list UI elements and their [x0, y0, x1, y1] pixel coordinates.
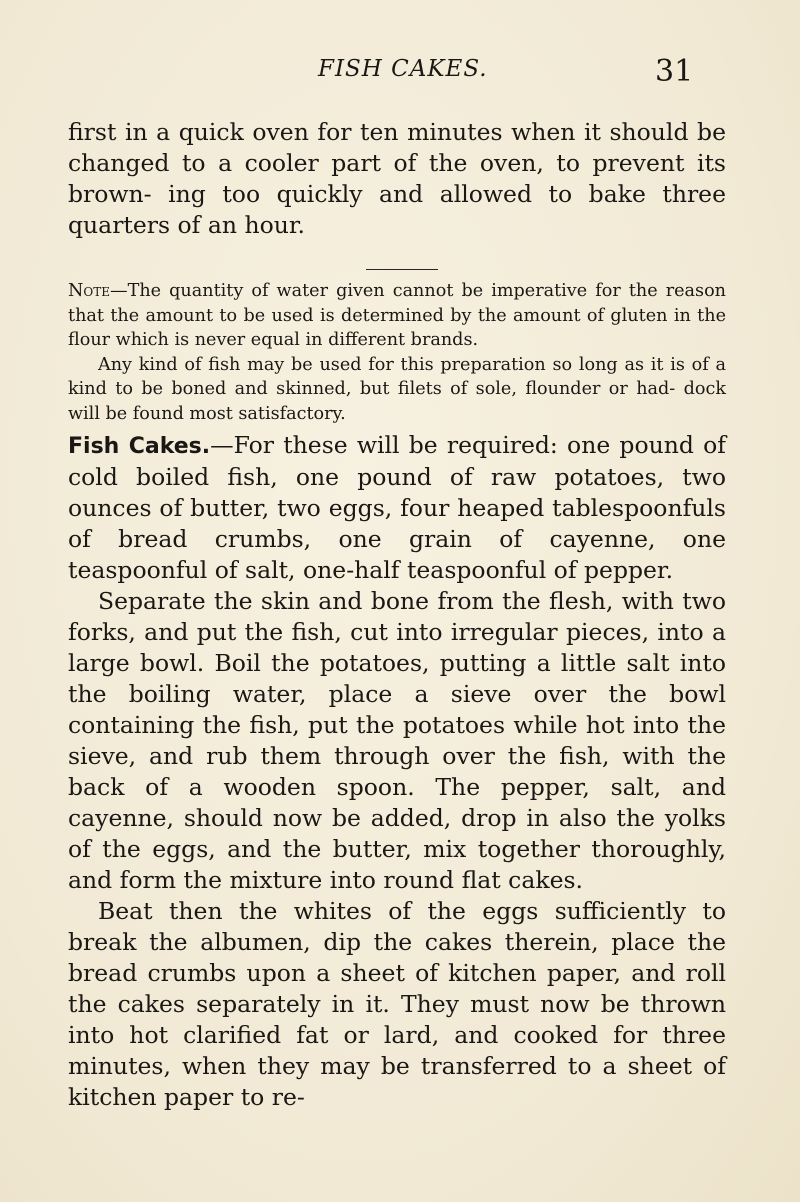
page-number: 31: [655, 54, 694, 89]
recipe-title: Fish Cakes.: [68, 434, 211, 459]
running-head: [0, 56, 800, 96]
recipe-finish-paragraph: Beat then the whites of the eggs sufficiently to break the albumen, dip the cakes therein, place the bread crumbs upon a sheet of kitchen paper, and roll the cakes separately in it. They must now be thrown into hot clarified fat or lard, and cooked for three minutes, when they may be transferred to a sheet of kitchen paper to re-: [68, 897, 726, 1111]
recipe-method-paragraph: Separate the skin and bone from the flesh, with two forks, and put the fish, cut into irregular pieces, into a large bowl. Boil the potatoes, putting a little salt into the boiling water, place a sieve over the bowl containing the fish, put the potatoes while hot into the sieve, and rub them through over the fish, with the back of a wooden spoon. The pepper, salt, and cayenne, should now be added, drop in also the yolks of the eggs, and the butter, mix together thoroughly, and form the mixture into round flat cakes.: [68, 587, 726, 894]
note-paragraph-1-text: —The quantity of water given cannot be imperative for the reason that the amount to be used is determined by the amount of gluten in the flour which is never equal in different brands.: [68, 281, 726, 351]
recipe-ingredients-paragraph: [68, 430, 726, 586]
note-block: [68, 279, 726, 427]
note-paragraph-2: Any kind of fish may be used for this preparation so long as it is of a kind to be boned and skinned, but filets of sole, flounder or had- dock will be found most satisfactory.: [68, 354, 726, 424]
recipe-ingredients: —For these will be required: one pound of cold boiled fish, one pound of raw potatoes, two ounces of butter, two eggs, four heaped tablespoonfuls of bread crumbs, one grain of cayenne, one teaspoonful of salt, one-half teaspoonful of pepper.: [68, 431, 726, 584]
recipe-section: [68, 430, 726, 1113]
running-title: FISH CAKES.: [318, 56, 488, 82]
intro-paragraph: first in a quick oven for ten minutes when it should be changed to a cooler part of the oven, to prevent its brown- ing too quickly and allowed to bake three quarters of an hour.: [68, 118, 726, 239]
section-divider: [366, 269, 438, 270]
note-paragraph-1: [68, 279, 726, 353]
note-heading: Note: [68, 281, 110, 301]
